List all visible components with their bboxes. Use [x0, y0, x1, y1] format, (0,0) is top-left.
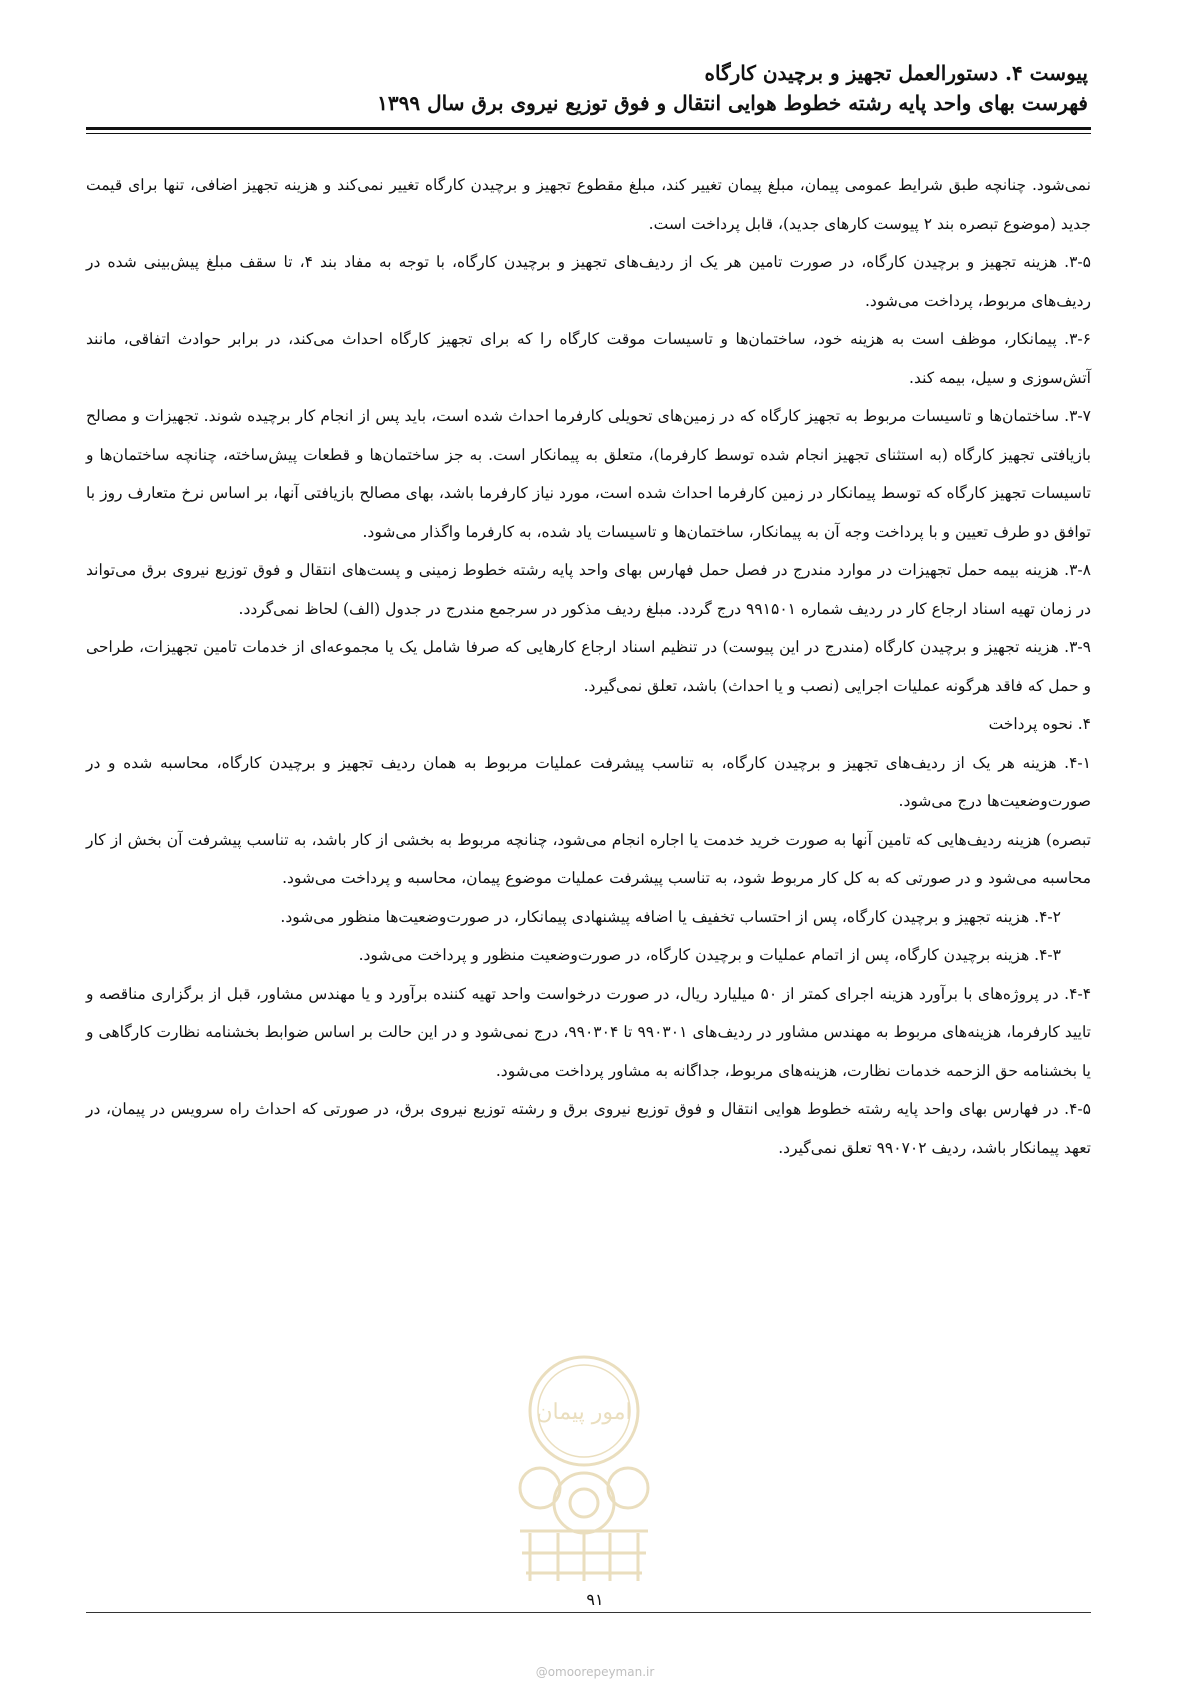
paragraph-3-9: ۳-۹. هزینه تجهیز و برچیدن کارگاه (مندرج در این پیوست) در تنظیم اسناد ارجاع کارهایی که صرفا شامل یک یا مجموعه‌ای از خدمات تامین تجهیزات، طراحی و حمل که فاقد هرگونه عملیات اجرایی (نصب و یا احداث) باشد، تعلق نمی‌گیرد.: [86, 638, 1091, 695]
paragraph-3-6: ۳-۶. پیمانکار، موظف است به هزینه خود، ساختمان‌ها و تاسیسات موقت کارگاه را که برای تجهیز کارگاه احداث می‌کند، در برابر حوادث اتفاقی، مانند آتش‌سوزی و سیل، بیمه کند.: [86, 330, 1091, 387]
paragraph-4-2: ۴-۲. هزینه تجهیز و برچیدن کارگاه، پس از احتساب تخفیف یا اضافه پیشنهادی پیمانکار، در صورت‌وضعیت‌ها منظور می‌شود.: [280, 907, 1061, 926]
page-number: ۹۱: [586, 1590, 604, 1609]
page-header: [88, 58, 1088, 118]
paragraph-continuation: نمی‌شود. چنانچه طبق شرایط عمومی پیمان، مبلغ پیمان تغییر کند، مبلغ مقطوع تجهیز و برچیدن کارگاه تغییر نمی‌کند و هزینه تجهیز اضافی، تنها برای قیمت جدید (موضوع تبصره بند ۲ پیوست کارهای جدید)، قابل پرداخت است.: [86, 176, 1091, 233]
watermark-logo: [500, 1353, 668, 1583]
paragraph-4-5: ۴-۵. در فهارس بهای واحد پایه رشته خطوط هوایی انتقال و فوق توزیع نیروی برق و رشته توزیع نیروی برق، در صورتی که احداث راه سرویس در پیمان، در تعهد پیمانکار باشد، ردیف ۹۹۰۷۰۲ تعلق نمی‌گیرد.: [86, 1100, 1091, 1157]
footer-rule: [86, 1612, 1091, 1613]
seal-logo-text: امور پیمان: [536, 1400, 632, 1425]
website-watermark: @omoorepeyman.ir: [535, 1665, 655, 1679]
document-body: [86, 166, 1091, 1167]
paragraph-4-3: ۴-۳. هزینه برچیدن کارگاه، پس از اتمام عملیات و برچیدن کارگاه، در صورت‌وضعیت منظور و پرداخت می‌شود.: [358, 946, 1061, 964]
header-appendix-title: پیوست ۴. دستورالعمل تجهیز و برچیدن کارگاه: [704, 61, 1088, 85]
header-rule-thick: [86, 127, 1091, 130]
header-rule-thin: [86, 133, 1091, 134]
seal-icon: [500, 1353, 668, 1583]
paragraph-3-8: ۳-۸. هزینه بیمه حمل تجهیزات در موارد مندرج در فصل حمل فهارس بهای واحد پایه رشته خطوط زمینی و پست‌های انتقال و فوق توزیع نیروی برق می‌تواند در زمان تهیه اسناد ارجاع کار در ردیف شماره ۹۹۱۵۰۱ درج گردد. مبلغ ردیف مذکور در سرجمع مندرج در جدول (الف) لحاظ نمی‌گردد.: [86, 561, 1091, 618]
paragraph-3-7: ۳-۷. ساختمان‌ها و تاسیسات مربوط به تجهیز کارگاه که در زمین‌های تحویلی کارفرما احداث شده است، باید پس از انجام کار برچیده شوند. تجهیزات و مصالح بازیافتی تجهیز کارگاه (به استثنای تجهیز انجام شده توسط کارفرما)، متعلق به پیمانکار است. به جز ساختمان‌ها و قطعات پیش‌ساخته، چنانچه ساختمان‌ها و تاسیسات تجهیز کارگاه که توسط پیمانکار در زمین کارفرما احداث شده است، مورد نیاز کارفرما باشد، بهای مصالح بازیافتی آنها، بر اساس نرخ متعارف روز با توافق دو طرف تعیین و با پرداخت وجه آن به پیمانکار، ساختمان‌ها و تاسیسات یاد شده، به کارفرما واگذار می‌شود.: [86, 407, 1091, 541]
paragraph-4-4: ۴-۴. در پروژه‌های با برآورد هزینه اجرای کمتر از ۵۰ میلیارد ریال، در صورت درخواست واحد تهیه کننده برآورد و یا مهندس مشاور، قبل از برگزاری مناقصه و تایید کارفرما، هزینه‌های مربوط به مهندس مشاور در ردیف‌های ۹۹۰۳۰۱ تا ۹۹۰۳۰۴، درج نمی‌شود و در این حالت بر اساس ضوابط بخشنامه نظارت کارگاهی و یا بخشنامه حق الزحمه خدمات نظارت، هزینه‌های مربوط، جداگانه به مشاور پرداخت می‌شود.: [86, 984, 1092, 1080]
section-heading-payment: ۴. نحوه پرداخت: [988, 715, 1091, 733]
paragraph-note: تبصره) هزینه ردیف‌هایی که تامین آنها به صورت خرید خدمت یا اجاره انجام می‌شود، چنانچه مربوط به بخشی از کار باشد، به تناسب پیشرفت آن بخش از کار محاسبه می‌شود و در صورتی که به کل کار مربوط شود، به تناسب پیشرفت عملیات موضوع پیمان، محاسبه و پرداخت می‌شود.: [86, 830, 1091, 887]
header-price-list-title: فهرست بهای واحد پایه رشته خطوط هوایی انتقال و فوق توزیع نیروی برق سال ۱۳۹۹: [377, 91, 1088, 115]
paragraph-4-1: ۴-۱. هزینه هر یک از ردیف‌های تجهیز و برچیدن کارگاه، به تناسب پیشرفت عملیات مربوط به همان ردیف تجهیز و برچیدن کارگاه، محاسبه شده و در صورت‌وضعیت‌ها درج می‌شود.: [86, 753, 1091, 810]
paragraph-3-5: ۳-۵. هزینه تجهیز و برچیدن کارگاه، در صورت تامین هر یک از ردیف‌های تجهیز و برچیدن کارگاه، با توجه به مفاد بند ۴، تا سقف مبلغ پیش‌بینی شده در ردیف‌های مربوط، پرداخت می‌شود.: [86, 253, 1091, 310]
